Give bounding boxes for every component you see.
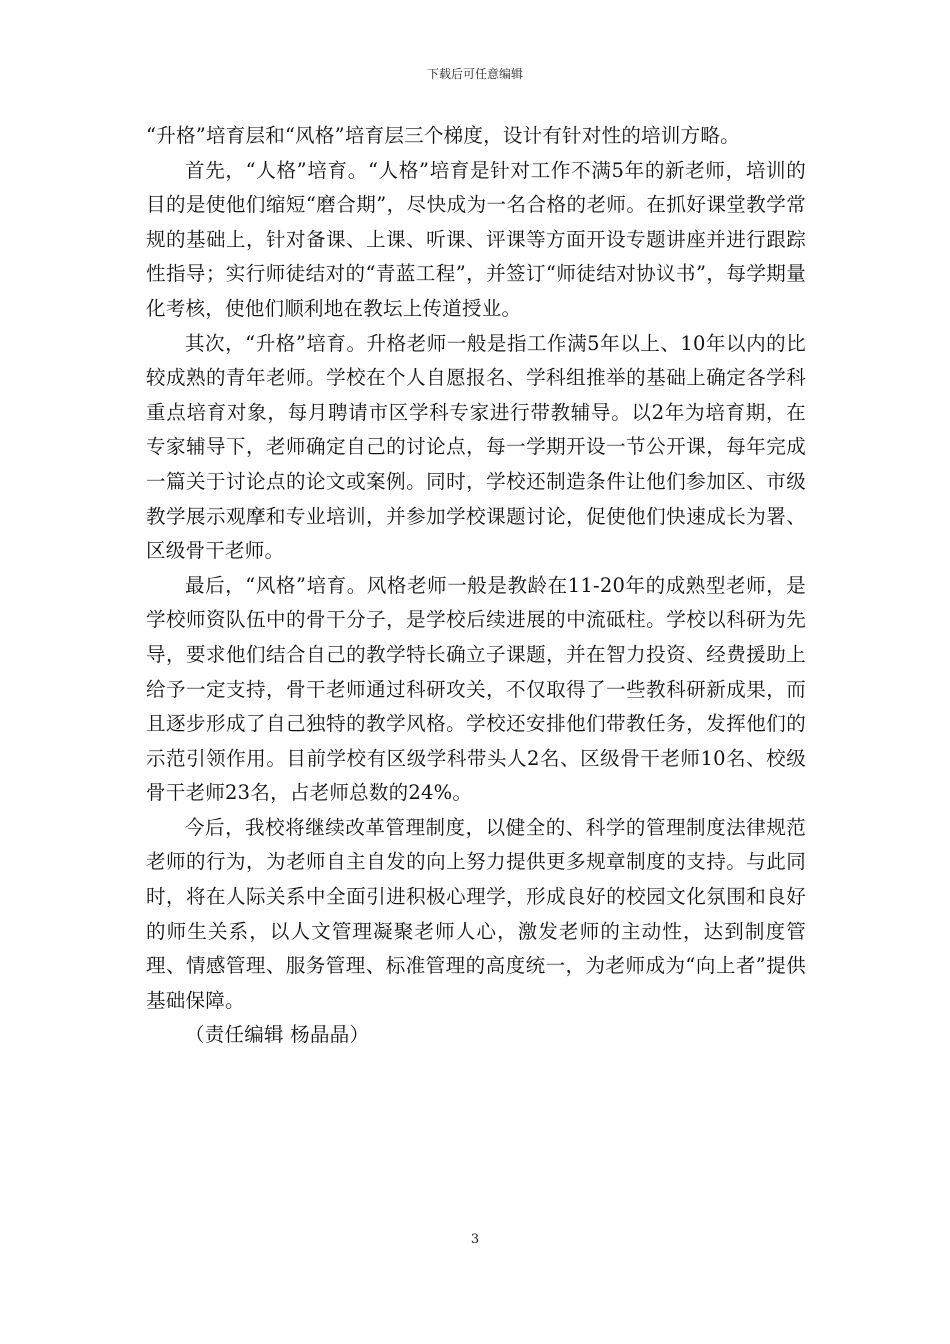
paragraph-second-tier: 其次，“升格”培育。升格老师一般是指工作满5年以上、10年以内的比较成熟的青年老师。学校在个人自愿报名、学科组推举的基础上确定各学科重点培育对象，每月聘请市区学科专家进行带教辅导。以2年为培育期，在专家辅导下，老师确定自己的讨论点，每一学期开设一节公开课，每年完成一篇关于讨论点的论文或案例。同时，学校还制造条件让他们参加区、市级教学展示观摩和专业培训，并参加学校课题讨论，促使他们快速成长为署、区级骨干老师。 [146, 331, 806, 563]
paragraph-conclusion: 今后，我校将继续改革管理制度，以健全的、科学的管理制度法律规范老师的行为，为老师自主自发的向上努力提供更多规章制度的支持。与此同时，将在人际关系中全面引进积极心理学，形成良好的校园文化氛围和良好的师生关系，以人文管理凝聚老师人心，激发老师的主动性，达到制度管理、情感管理、服务管理、标准管理的高度统一，为老师成为“向上者”提供基础保障。 [146, 815, 806, 1012]
paragraph-first-tier: 首先，“人格”培育。“人格”培育是针对工作不满5年的新老师，培训的目的是使他们缩短“磨合期”，尽快成为一名合格的老师。在抓好课堂教学常规的基础上，针对备课、上课、听课、评课等方面开设专题讲座并进行跟踪性指导；实行师徒结对的“青蓝工程”，并签订“师徒结对协议书”，每学期量化考核，使他们顺利地在教坛上传道授业。 [146, 158, 806, 320]
page-number: 3 [470, 1232, 480, 1247]
paragraph-third-tier: 最后，“风格”培育。风格老师一般是教龄在11-20年的成熟型老师，是学校师资队伍中的骨干分子，是学校后续进展的中流砥柱。学校以科研为先导，要求他们结合自己的教学特长确立子课题，并在智力投资、经费援助上给予一定支持，骨干老师通过科研攻关，不仅取得了一些教科研新成果，而且逐步形成了自己独特的教学风格。学校还安排他们带教任务，发挥他们的示范引领作用。目前学校有区级学科带头人2名、区级骨干老师10名、校级骨干老师23名，占老师总数的24%。 [146, 573, 806, 805]
editor-credit: （责任编辑 杨晶晶） [185, 1023, 370, 1047]
body-text [146, 119, 806, 1053]
paragraph-continuation: “升格”培育层和“风格”培育层三个梯度，设计有针对性的培训方略。 [146, 124, 740, 147]
page-header: 下载后可任意编辑 [426, 67, 523, 81]
